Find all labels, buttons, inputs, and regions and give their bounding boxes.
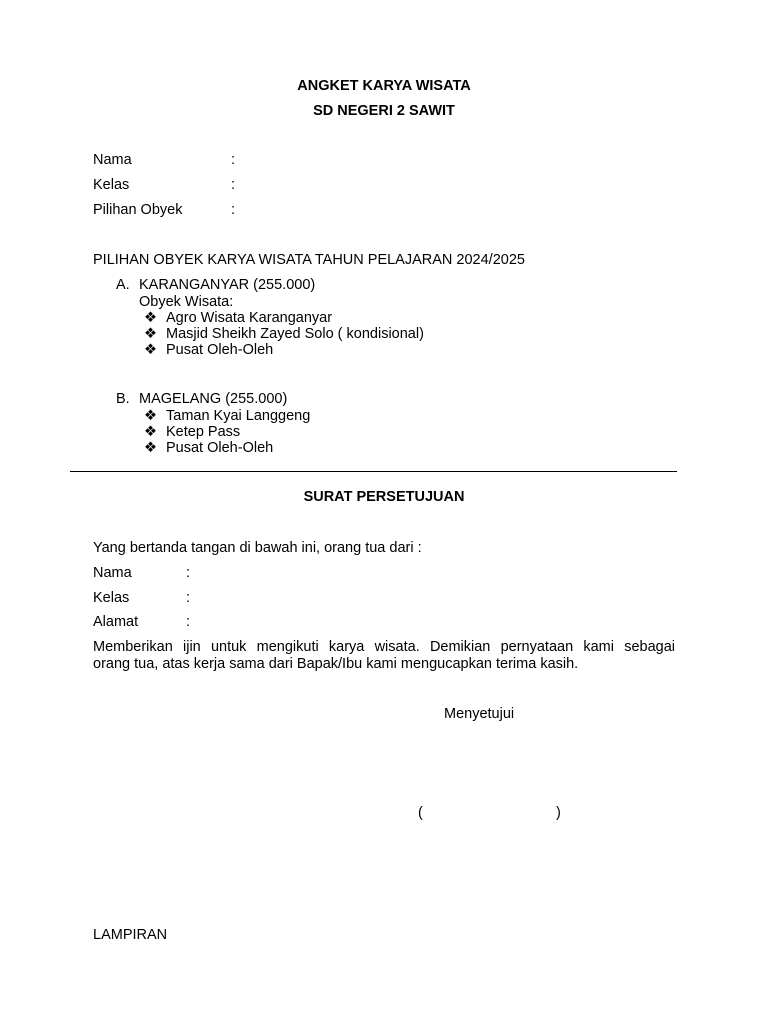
school-name: SD NEGERI 2 SAWIT xyxy=(313,103,455,119)
approval-label: Menyetujui xyxy=(444,706,515,722)
list-item-text: Masjid Sheikh Zayed Solo ( kondisional) xyxy=(166,326,424,342)
student-choice-colon: : xyxy=(231,202,236,218)
parent-address-label: Alamat xyxy=(93,614,139,630)
consent-paragraph-line: Memberikan ijin untuk mengikuti karya wisata. Demikian pernyataan kami sebagai xyxy=(93,639,675,655)
student-name-colon: : xyxy=(231,152,236,168)
parent-name-colon: : xyxy=(186,565,191,581)
document-title: ANGKET KARYA WISATA xyxy=(297,78,471,94)
consent-title: SURAT PERSETUJUAN xyxy=(303,489,465,505)
consent-intro: Yang bertanda tangan di bawah ini, orang tua dari : xyxy=(93,540,422,556)
consent-paragraph xyxy=(93,639,675,673)
parent-address-colon: : xyxy=(186,614,191,630)
option-b-name: MAGELANG (255.000) xyxy=(139,391,288,407)
student-class-label: Kelas xyxy=(93,177,130,193)
options-heading: PILIHAN OBYEK KARYA WISATA TAHUN PELAJARAN 2024/2025 xyxy=(93,252,525,268)
diamond-bullet-icon: ❖ xyxy=(144,326,157,342)
diamond-bullet-icon: ❖ xyxy=(144,408,157,424)
list-item-text: Pusat Oleh-Oleh xyxy=(166,440,274,456)
student-choice-label: Pilihan Obyek xyxy=(93,202,183,218)
section-divider xyxy=(70,471,677,472)
list-item-text: Pusat Oleh-Oleh xyxy=(166,342,274,358)
option-a-subheading: Obyek Wisata: xyxy=(139,294,234,310)
option-a-name: KARANGANYAR (255.000) xyxy=(139,277,316,293)
student-class-colon: : xyxy=(231,177,236,193)
signature-paren-close: ) xyxy=(556,805,561,821)
list-item-text: Taman Kyai Langgeng xyxy=(166,408,311,424)
consent-paragraph-line: orang tua, atas kerja sama dari Bapak/Ibu kami mengucapkan terima kasih. xyxy=(93,656,579,672)
diamond-bullet-icon: ❖ xyxy=(144,310,157,326)
parent-class-colon: : xyxy=(186,590,191,606)
list-item-text: Ketep Pass xyxy=(166,424,241,440)
parent-name-label: Nama xyxy=(93,565,132,581)
diamond-bullet-icon: ❖ xyxy=(144,440,157,456)
diamond-bullet-icon: ❖ xyxy=(144,424,157,440)
option-a-marker: A. xyxy=(116,277,130,293)
list-item-text: Agro Wisata Karanganyar xyxy=(166,310,333,326)
attachment-label: LAMPIRAN xyxy=(93,927,168,943)
student-name-label: Nama xyxy=(93,152,132,168)
diamond-bullet-icon: ❖ xyxy=(144,342,157,358)
signature-paren-open: ( xyxy=(418,805,423,821)
option-b-marker: B. xyxy=(116,391,130,407)
parent-class-label: Kelas xyxy=(93,590,130,606)
